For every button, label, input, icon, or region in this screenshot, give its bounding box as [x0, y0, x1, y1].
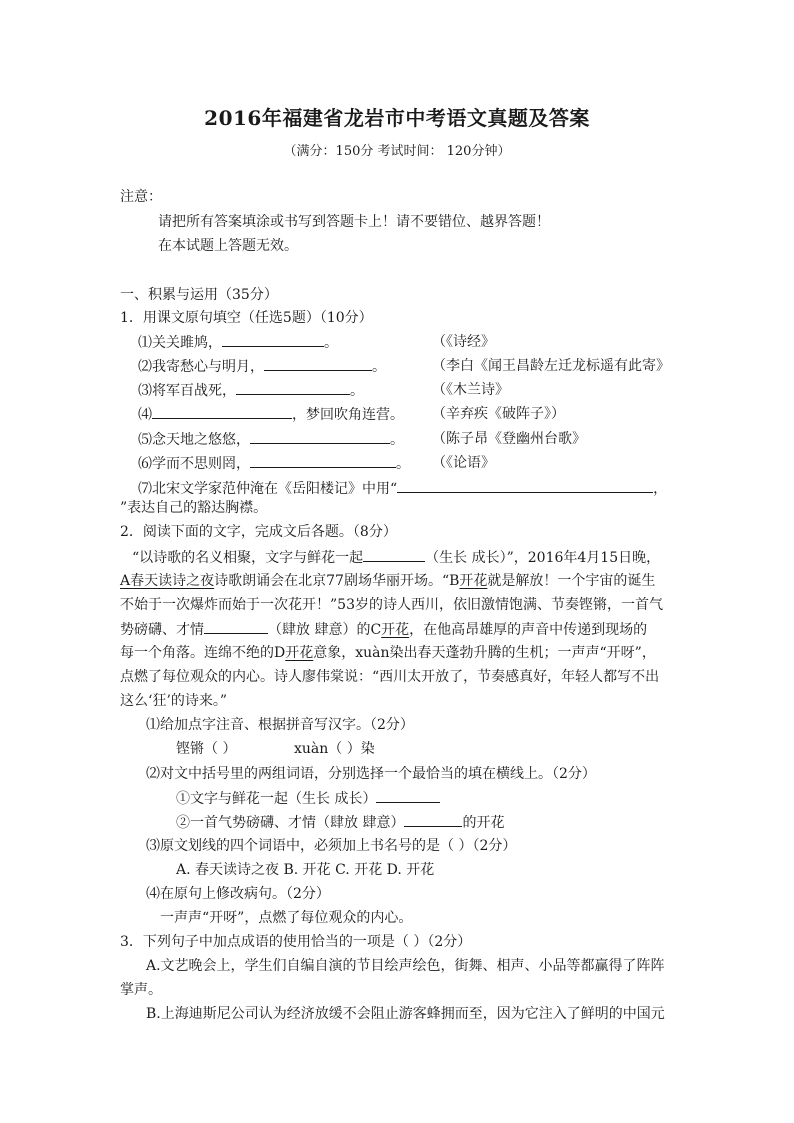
- q2-sub-2-b: ②一首气势磅礴、才情（肆放 肆意） 的开花: [176, 811, 504, 834]
- q1-item-2-source: （李白《闻王昌龄左迁龙标遥有此寄》: [432, 358, 670, 374]
- q1-item-3: ⑶将军百战死， 。: [138, 379, 364, 402]
- answer-blank[interactable]: [404, 811, 462, 827]
- answer-blank[interactable]: [397, 477, 653, 493]
- answer-blank[interactable]: [152, 403, 292, 419]
- passage-line-6: 点燃了每位观众的内心。诗人廖伟棠说：“西川太开放了，节奏感真好，年轻人都写不出: [120, 669, 660, 685]
- answer-blank[interactable]: [363, 546, 425, 562]
- passage-line-4: 势磅礴、才情 （肆放 肆意）的C开花，在他高昂雄厚的声音中传递到现场的: [120, 618, 647, 641]
- q2-sub-4: ⑷在原句上修改病句。（2分）: [146, 886, 330, 902]
- passage-line-5: 每一个角落。连绵不绝的D开花意象，xuàn染出春天蓬勃升腾的生机；一声声“开呀”，: [120, 645, 656, 661]
- q2-sub-2-a: ①文字与鲜花一起（生长 成长）: [176, 787, 440, 810]
- notice-line-1: 请把所有答案填涂或书写到答题卡上！请不要错位、越界答题！: [158, 214, 550, 230]
- q1-item-1: ⑴关关雎鸠， 。: [138, 331, 338, 354]
- answer-blank[interactable]: [204, 618, 268, 634]
- q3-option-b-line-1: B.上海迪斯尼公司认为经济放缓不会阻止游客蜂拥而至，因为它注入了鲜明的中国元: [146, 1006, 665, 1022]
- q1-item-5: ⑸念天地之悠悠， 。: [138, 428, 404, 451]
- q1-item-4-source: （辛弃疾《破阵子》）: [432, 406, 565, 422]
- passage-line-3: 不始于一次爆炸而始于一次花开！”53岁的诗人西川，依旧激情饱满、节奏铿锵，一首气: [120, 597, 663, 613]
- q1-item-7: ⑺北宋文学家范仲淹在《岳阳楼记》中用“ ，: [138, 477, 667, 500]
- answer-blank[interactable]: [250, 452, 396, 468]
- question-1-stem: 1．用课文原句填空（任选5题）（10分）: [120, 310, 373, 326]
- q1-item-7-cont: ”表达自己的豁达胸襟。: [120, 500, 268, 516]
- notice-line-2: 在本试题上答题无效。: [158, 238, 298, 254]
- q2-sub-3: ⑶原文划线的四个词语中，必须加上书名号的是（ ）（2分）: [146, 838, 517, 854]
- q1-item-5-source: （陈子昂《登幽州台歌》: [432, 431, 586, 447]
- q2-sub-1-b: xuàn（ ）染: [294, 741, 375, 757]
- passage-line-2: A春天读诗之夜诗歌朗诵会在北京77剧场华丽开场。“B开花就是解放！一个宇宙的诞生: [120, 573, 656, 589]
- notice-heading: 注意：: [120, 189, 162, 205]
- q2-sub-3-options: A. 春天读诗之夜 B. 开花 C. 开花 D. 开花: [176, 862, 435, 878]
- answer-blank[interactable]: [236, 379, 350, 395]
- q1-item-1-source: （《诗经》: [432, 334, 495, 350]
- q1-item-6-source: （《论语》: [432, 455, 495, 471]
- section-heading: 一、积累与运用（35分）: [120, 287, 278, 303]
- q2-sub-2: ⑵对文中括号里的两组词语，分别选择一个最恰当的填在横线上。（2分）: [146, 766, 596, 782]
- q3-option-a-line-2: 掌声。: [120, 982, 162, 998]
- q1-item-4: ⑷ ，梦回吹角连营。: [138, 403, 404, 426]
- q3-option-a-line-1: A.文艺晚会上，学生们自编自演的节目绘声绘色，街舞、相声、小品等都赢得了阵阵: [146, 958, 665, 974]
- answer-blank[interactable]: [264, 355, 372, 371]
- q1-item-3-source: （《木兰诗》: [432, 382, 509, 398]
- question-3-stem: 3．下列句子中加点成语的使用恰当的一项是（ ）（2分）: [120, 934, 472, 950]
- q2-sub-1-a: 铿锵（ ）: [176, 741, 237, 757]
- page-title: 2016年福建省龙岩市中考语文真题及答案: [204, 106, 590, 130]
- passage-line-7: 这么‘狂’的诗来。”: [120, 693, 228, 709]
- passage-line-1: “以诗歌的名义相聚，文字与鲜花一起 （生长 成长）”，2016年4月15日晚，: [132, 546, 660, 569]
- answer-blank[interactable]: [222, 331, 324, 347]
- q2-sub-4-sentence: 一声声“开呀”，点燃了每位观众的内心。: [160, 910, 413, 926]
- q2-sub-1: ⑴给加点字注音、根据拼音写汉字。（2分）: [146, 717, 414, 733]
- question-2-stem: 2．阅读下面的文字，完成文后各题。（8分）: [120, 524, 397, 540]
- q1-item-2: ⑵我寄愁心与明月， 。: [138, 355, 386, 378]
- exam-info: （满分：150分 考试时间： 120分钟）: [283, 144, 511, 159]
- q1-item-6: ⑹学而不思则罔， 。: [138, 452, 410, 475]
- answer-blank[interactable]: [250, 428, 390, 444]
- answer-blank[interactable]: [376, 787, 440, 803]
